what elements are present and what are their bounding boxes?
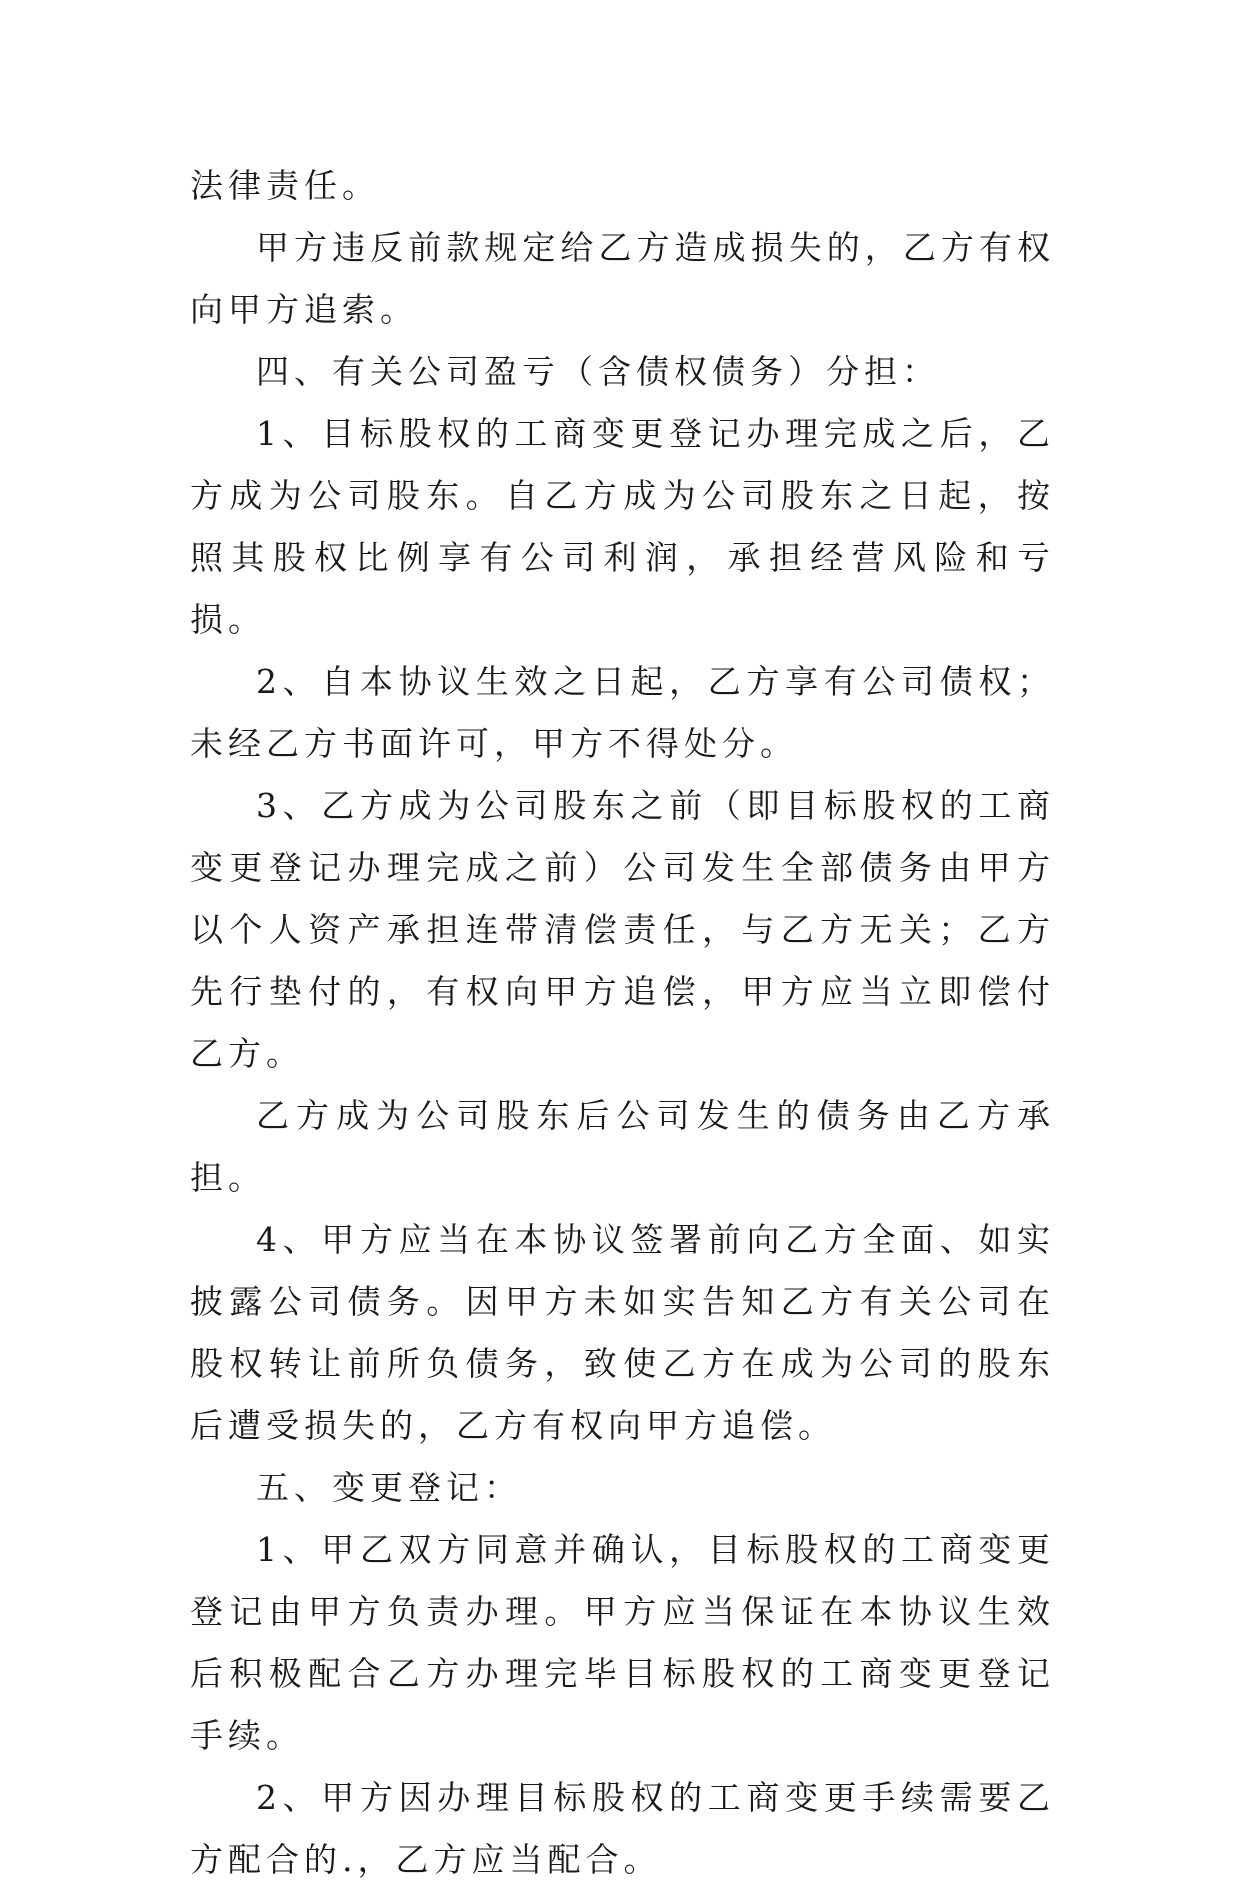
- paragraph-clause-5-2: 2、甲方因办理目标股权的工商变更手续需要乙方配合的.，乙方应当配合。: [190, 1778, 1055, 1879]
- section-heading-registration: 五、变更登记：: [256, 1468, 522, 1507]
- paragraph-clause-4-2: 2、自本协议生效之日起，乙方享有公司债权；未经乙方书面许可，甲方不得处分。: [190, 662, 1055, 763]
- paragraph-clause-4-4: 4、甲方应当在本协议签署前向乙方全面、如实披露公司债务。因甲方未如实告知乙方有关公司在股权转让前所负债务，致使乙方在成为公司的股东后遭受损失的，乙方有权向甲方追偿。: [190, 1220, 1055, 1445]
- paragraph-clause-5-1: 1、甲乙双方同意并确认，目标股权的工商变更登记由甲方负责办理。甲方应当保证在本协议生效后积极配合乙方办理完毕目标股权的工商变更登记手续。: [190, 1530, 1055, 1755]
- paragraph-clause-4-1: 1、目标股权的工商变更登记办理完成之后，乙方成为公司股东。自乙方成为公司股东之日起，按照其股权比例享有公司利润，承担经营风险和亏损。: [190, 414, 1055, 639]
- document-body: [190, 155, 1055, 1891]
- paragraph-legal-liability: 法律责任。: [190, 166, 380, 205]
- section-heading-profit-loss: 四、有关公司盈亏（含债权债务）分担：: [256, 352, 940, 391]
- paragraph-compensation-claim: 甲方违反前款规定给乙方造成损失的，乙方有权向甲方追索。: [190, 228, 1055, 329]
- paragraph-clause-4-3: 3、乙方成为公司股东之前（即目标股权的工商变更登记办理完成之前）公司发生全部债务由甲方以个人资产承担连带清偿责任，与乙方无关；乙方先行垫付的，有权向甲方追偿，甲方应当立即偿付乙方。: [190, 786, 1055, 1073]
- paragraph-clause-4-3-debt: 乙方成为公司股东后公司发生的债务由乙方承担。: [190, 1096, 1055, 1197]
